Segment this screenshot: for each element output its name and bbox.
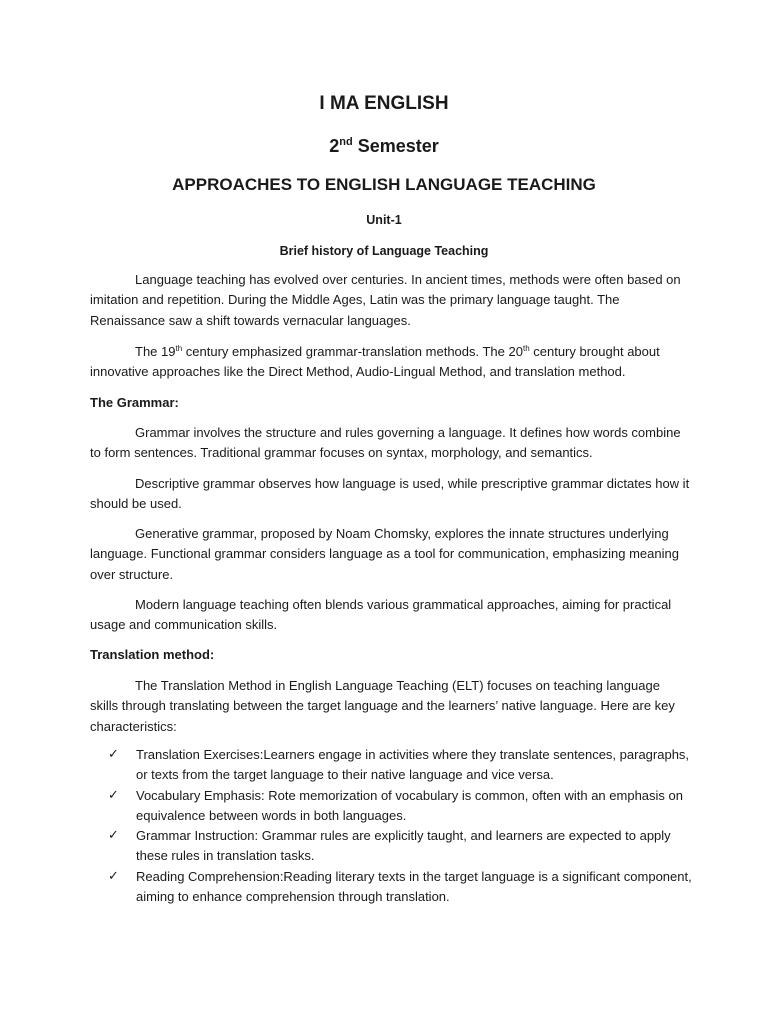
list-item-text: Vocabulary Emphasis: Rote memorization of vocabulary is common, often with an emphasis on equivalence between words in both languages. [136, 787, 683, 823]
semester-suffix: nd [339, 136, 353, 148]
grammar-paragraph-1: Grammar involves the structure and rules governing a language. It defines how words combine to form sentences. Traditional grammar focuses on syntax, morphology, and semantics. [90, 425, 681, 461]
list-item-text: Translation Exercises:Learners engage in activities where they translate sentences, paragraphs, or texts from the target language to their native language and vice versa. [136, 747, 690, 783]
translation-intro: The Translation Method in English Language Teaching (ELT) focuses on teaching language skills through translating between the target language and the learners’ native language. Here are key characteristics: [90, 678, 675, 734]
grammar-paragraph-3: Generative grammar, proposed by Noam Chomsky, explores the innate structures underlying language. Functional grammar considers language as a tool for communication, emphasizing meaning over structure. [90, 526, 679, 582]
semester-word: Semester [352, 136, 439, 156]
history-p2-part-b: century emphasized grammar-translation methods. The 20 [182, 344, 523, 359]
grammar-heading: The Grammar: [90, 395, 179, 410]
history-paragraph-1: Language teaching has evolved over centuries. In ancient times, methods were often based on imitation and repetition. During the Middle Ages, Latin was the primary language taught. The Renaissance saw a shift towards vernacular languages. [90, 272, 681, 328]
unit-label: Unit-1 [366, 213, 402, 227]
grammar-paragraph-4: Modern language teaching often blends various grammatical approaches, aiming for practical usage and communication skills. [90, 597, 672, 633]
history-p2-part-c: century brought about innovative approaches like the Direct Method, Audio-Lingual Method, and translation method. [90, 344, 660, 380]
course-title: APPROACHES TO ENGLISH LANGUAGE TEACHING [172, 175, 596, 194]
translation-heading: Translation method: [90, 647, 215, 662]
checkmark-icon: ✓ [108, 787, 119, 803]
list-item-text: Grammar Instruction: Grammar rules are explicitly taught, and learners are expected to apply these rules in translation tasks. [136, 828, 671, 864]
history-p2-part-a: The 19 [135, 344, 176, 359]
list-item [108, 867, 698, 908]
program-title: I MA ENGLISH [319, 93, 449, 114]
history-p2-sup-2: th [522, 344, 530, 353]
checkmark-icon: ✓ [108, 868, 119, 884]
grammar-paragraph-2: Descriptive grammar observes how language is used, while prescriptive grammar dictates how it should be used. [90, 476, 690, 512]
list-item [108, 745, 698, 786]
semester-title [0, 134, 768, 158]
history-paragraph-2 [90, 342, 690, 383]
checkmark-icon: ✓ [108, 828, 119, 844]
section-subtitle: Brief history of Language Teaching [279, 244, 489, 258]
checkmark-icon: ✓ [108, 747, 119, 762]
list-item [108, 786, 698, 827]
list-item-text: Reading Comprehension:Reading literary texts in the target language is a significant component, aiming to enhance comprehension through translation. [136, 868, 692, 905]
characteristics-list [108, 745, 698, 907]
history-p2-sup-1: th [175, 344, 183, 353]
list-item [108, 826, 698, 867]
semester-number: 2 [329, 136, 340, 156]
